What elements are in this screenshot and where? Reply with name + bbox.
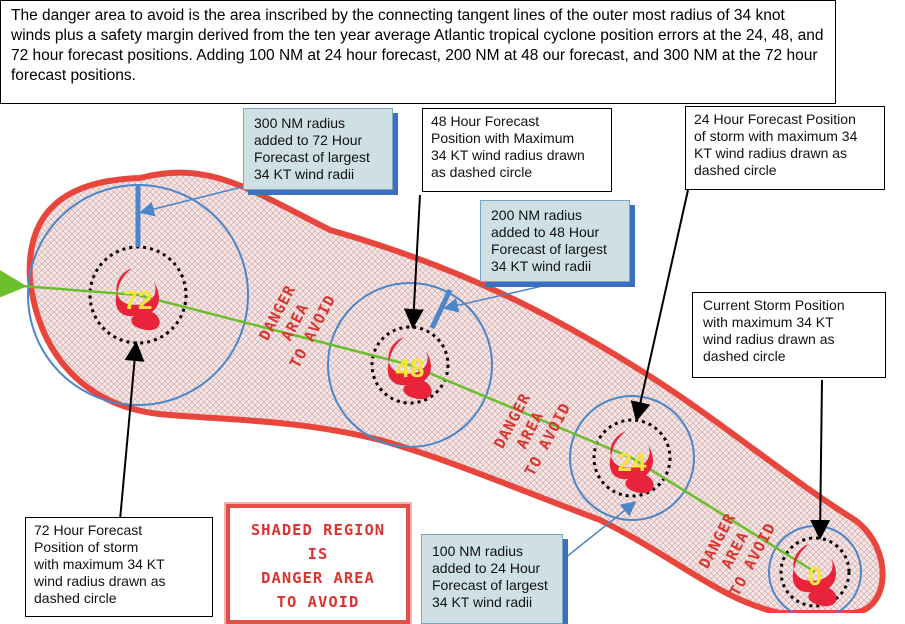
callout-radius-72: 300 NM radius added to 72 Hour Forecast of largest 34 KT wind radii — [243, 108, 393, 190]
storm-label-48: 48 — [395, 353, 425, 383]
storm-label-72: 72 — [123, 285, 153, 315]
storm-label-24: 24 — [617, 447, 647, 477]
callout-position-24: 24 Hour Forecast Position of storm with maximum 34 KT wind radius drawn as dashed circle — [685, 106, 885, 190]
danger-text-48: DANGER AREA TO AVOID — [490, 389, 575, 480]
callout-current-position: Current Storm Position with maximum 34 KT wind radius drawn as dashed circle — [692, 292, 886, 378]
storm-label-0: 0 — [807, 561, 823, 591]
shaded-region-legend: SHADED REGION IS DANGER AREA TO AVOID — [226, 504, 410, 624]
callout-radius-48: 200 NM radius added to 48 Hour Forecast of largest 34 KT wind radii — [480, 200, 630, 282]
description-box: The danger area to avoid is the area inscribed by the connecting tangent lines of the outer most radius of 34 knot winds plus a safety margin derived from the ten year average Atlantic tropical cyclone position errors at the 24, 48, and 72 hour forecast positions. Adding 100 NM at 24 hour forecast, 200 NM at 48 our forecast, and 300 NM at the 72 hour forecast positions. — [0, 0, 836, 104]
danger-text-72: DANGER AREA TO AVOID — [255, 281, 340, 372]
danger-text-24: DANGER AREA TO AVOID — [695, 509, 780, 600]
callout-radius-24: 100 NM radius added to 24 Hour Forecast of largest 34 KT wind radii — [421, 534, 563, 624]
callout-position-48: 48 Hour Forecast Position with Maximum 34 KT wind radius drawn as dashed circle — [422, 108, 612, 192]
callout-position-72: 72 Hour Forecast Position of storm with maximum 34 KT wind radius drawn as dashed circle — [25, 517, 213, 617]
